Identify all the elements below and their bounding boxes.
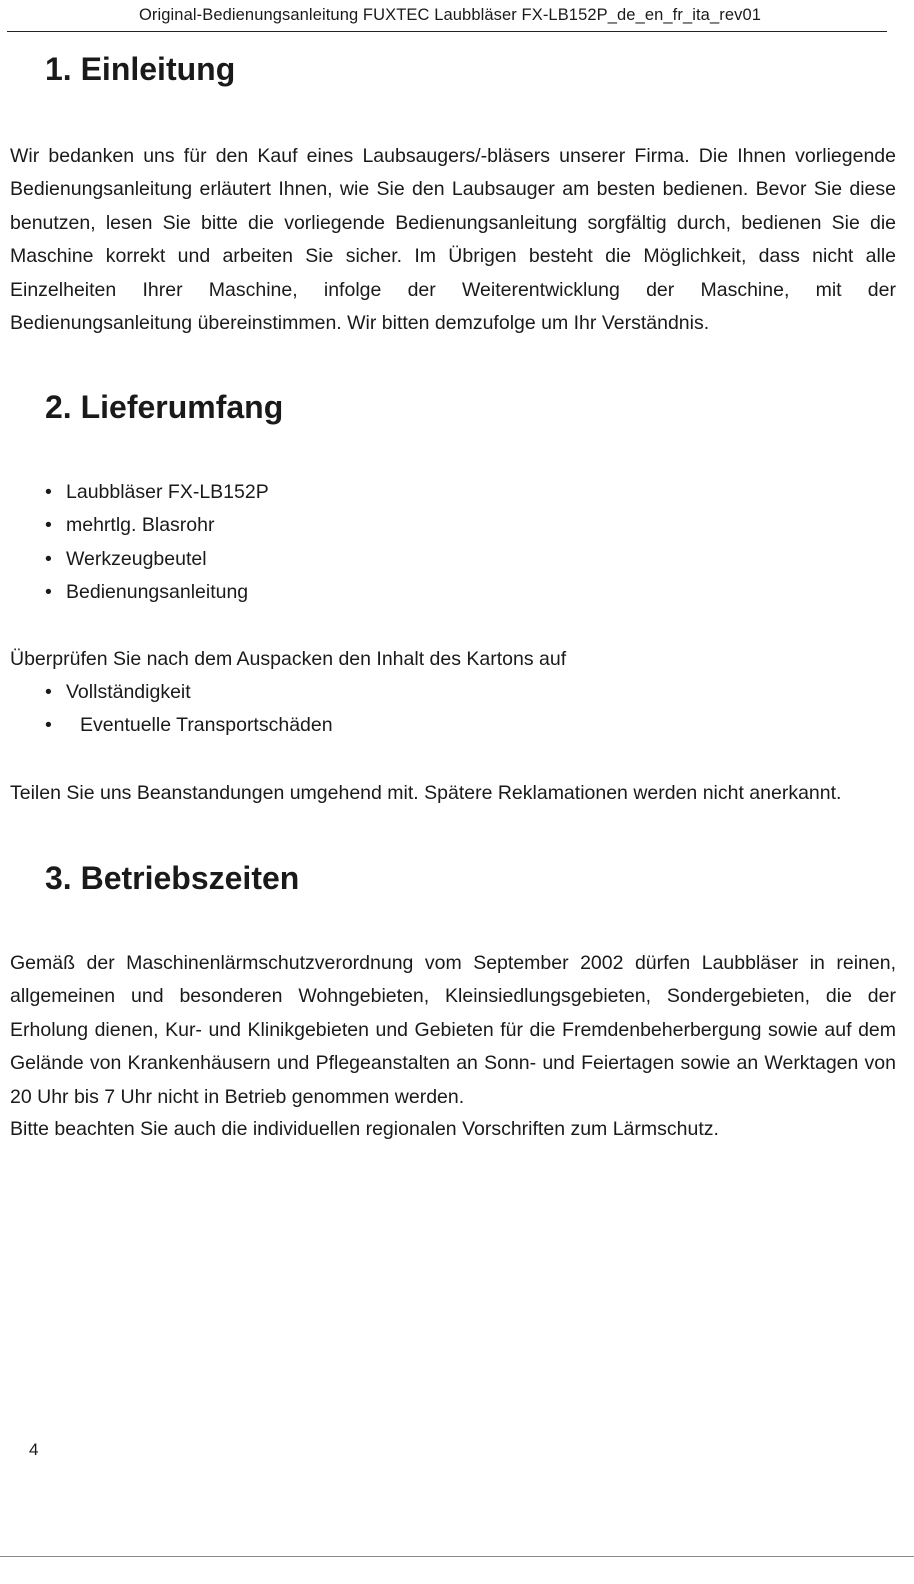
list-item — [0, 709, 880, 742]
bullet-icon: • — [45, 481, 52, 503]
footer-divider — [0, 1556, 914, 1557]
list-item — [0, 543, 880, 576]
header-divider — [7, 31, 887, 32]
list-item — [0, 576, 880, 609]
check-intro: Überprüfen Sie nach dem Auspacken den Inhalt des Kartons auf — [10, 648, 567, 670]
list-item-text: Laubbläser FX-LB152P — [66, 481, 269, 503]
running-header: Original-Bedienungsanleitung FUXTEC Laubbläser FX-LB152P_de_en_fr_ita_rev01 — [138, 6, 762, 24]
complaint-note: Teilen Sie uns Beanstandungen umgehend mit. Spätere Reklamationen werden nicht anerkannt. — [10, 782, 842, 804]
list-item-text: Werkzeugbeutel — [66, 547, 207, 570]
heading-einleitung: 1. Einleitung — [45, 51, 236, 87]
bullet-icon: • — [45, 681, 52, 703]
list-item — [0, 476, 880, 509]
list-item-text: Eventuelle Transportschäden — [80, 714, 333, 737]
bullet-icon: • — [45, 514, 52, 537]
noise-regulation-note: Bitte beachten Sie auch die individuellen regionalen Vorschriften zum Lärmschutz. — [10, 1118, 719, 1140]
betriebszeiten-paragraph: Gemäß der Maschinenlärmschutzverordnung vom September 2002 dürfen Laubbläser in reinen, allgemeinen und besonderen Wohngebieten, Kleinsiedlungsgebieten, Sondergebieten, die der Erholung dienen, Kur- und Klinikgebieten und Gebieten für die Fremdenbeherbergung sowie auf dem Gelände von Krankenhäusern und Pflegeanstalten an Sonn- und Feiertagen sowie an Werktagen von 20 Uhr bis 7 Uhr nicht in Betrieb genommen werden. — [10, 952, 896, 1108]
page-number: 4 — [29, 1440, 39, 1459]
bullet-icon: • — [45, 714, 52, 737]
list-item-text: Vollständigkeit — [66, 681, 191, 703]
check-list — [0, 676, 880, 743]
heading-betriebszeiten: 3. Betriebszeiten — [45, 860, 300, 896]
list-item-text: mehrtlg. Blasrohr — [66, 514, 215, 537]
list-item — [0, 509, 880, 542]
list-item-text: Bedienungsanleitung — [66, 581, 249, 604]
list-item — [0, 676, 880, 709]
bullet-icon: • — [45, 581, 52, 604]
bullet-icon: • — [45, 547, 52, 570]
einleitung-paragraph: Wir bedanken uns für den Kauf eines Laubsaugers/-bläsers unserer Firma. Die Ihnen vorliegende Bedienungsanleitung erläutert Ihnen, wie Sie den Laubsauger am besten bedienen. Bevor Sie diese benutzen, lesen Sie bitte die vorliegende Bedienungsanleitung sorgfältig durch, bedienen Sie die Maschine korrekt und arbeiten Sie sicher. Im Übrigen besteht die Möglichkeit, dass nicht alle Einzelheiten Ihrer Maschine, infolge der Weiterentwicklung der Maschine, mit der Bedienungsanleitung übereinstimmen. Wir bitten demzufolge um Ihr Verständnis. — [10, 145, 896, 335]
delivery-contents-list — [0, 476, 880, 610]
heading-lieferumfang: 2. Lieferumfang — [45, 389, 284, 425]
